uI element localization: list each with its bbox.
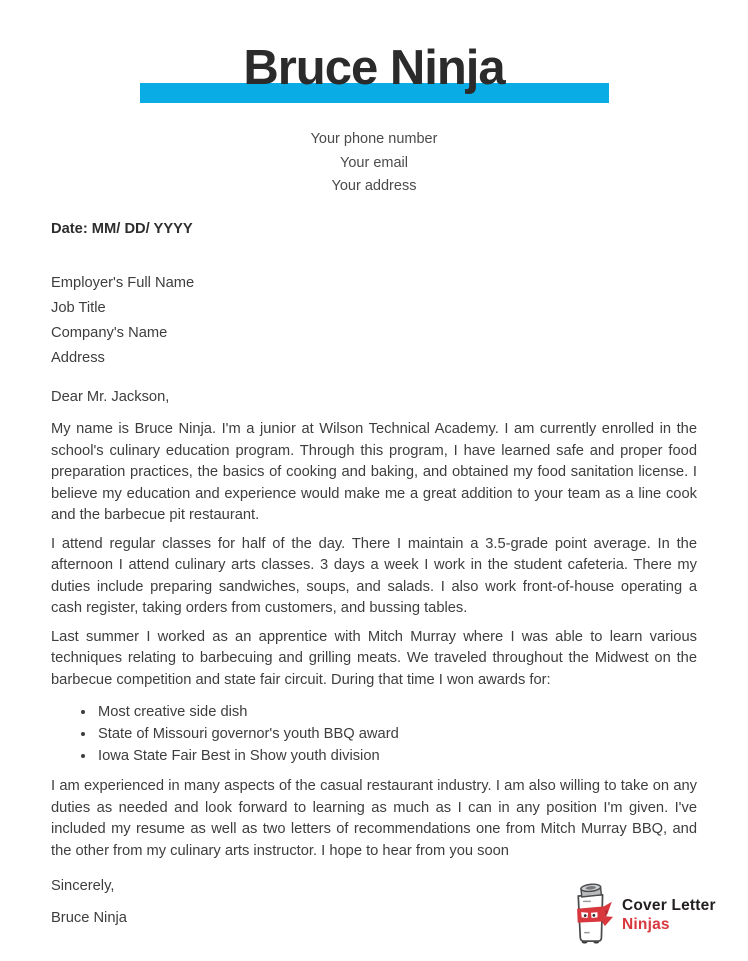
letter-body: [0, 128, 748, 929]
list-item: • Most creative side dish: [96, 701, 697, 723]
recipient-job-title: Job Title: [51, 299, 106, 316]
coverletterninjas-logo: [569, 883, 716, 946]
list-item: • State of Missouri governor's youth BBQ award: [96, 723, 697, 745]
paragraph-closing: I am experienced in many aspects of the casual restaurant industry. I am also willing to take on any duties as needed and look forward to learning as much as I can in any position I'm given. I've included my resume as well as two letters of recommendations one from Mitch Murray BBQ, and the other from my culinary arts instructor. I hope to hear from you soon: [51, 778, 697, 859]
salutation: Dear Mr. Jackson,: [51, 388, 170, 405]
contact-email: Your email: [340, 154, 408, 171]
recipient-address: Address: [51, 349, 105, 366]
ninja-scroll-mascot-icon: [569, 883, 613, 946]
candidate-name: Bruce Ninja: [243, 41, 505, 95]
letter-header: [0, 0, 748, 107]
logo-line2: Ninjas: [622, 915, 670, 933]
logo-line1: Cover Letter: [622, 896, 716, 914]
paragraph-school: I attend regular classes for half of the day. There I maintain a 3.5-grade point average. In the afternoon I attend culinary arts classes. 3 days a week I work in the student cafeteria. There my duties include preparing sandwiches, soups, and salads. I also work front-of-house operating a cash register, taking orders from customers, and bussing tables.: [51, 535, 697, 616]
contact-phone: Your phone number: [310, 131, 438, 147]
paragraph-apprentice: Last summer I worked as an apprentice with Mitch Murray where I was able to learn various techniques relating to barbecuing and grilling meats. We traveled throughout the Midwest on the barbecue competition and state fair circuit. During that time I won awards for:: [51, 628, 697, 688]
logo-wordmark: [622, 896, 716, 934]
awards-list: [51, 701, 697, 767]
recipient-company-name: Company's Name: [51, 324, 168, 341]
valediction: Sincerely,: [51, 878, 115, 894]
recipient-employer-name: Employer's Full Name: [51, 274, 195, 291]
contact-address: Your address: [331, 178, 417, 194]
recipient-block: [51, 271, 697, 371]
paragraph-intro: My name is Bruce Ninja. I'm a junior at Wilson Technical Academy. I am currently enrolled in the school's culinary education program. Through this program, I have learned safe and proper food preparation practices, the basics of cooking and baking, and obtained my food sanitation license. I believe my education and experience would make me a great addition to your team as a line cook and the barbecue pit restaurant.: [51, 421, 697, 523]
list-item: • Iowa State Fair Best in Show youth division: [96, 745, 697, 767]
contact-block: [51, 128, 697, 199]
signature-name: Bruce Ninja: [51, 909, 127, 926]
date-line: Date: MM/ DD/ YYYY: [51, 220, 193, 237]
